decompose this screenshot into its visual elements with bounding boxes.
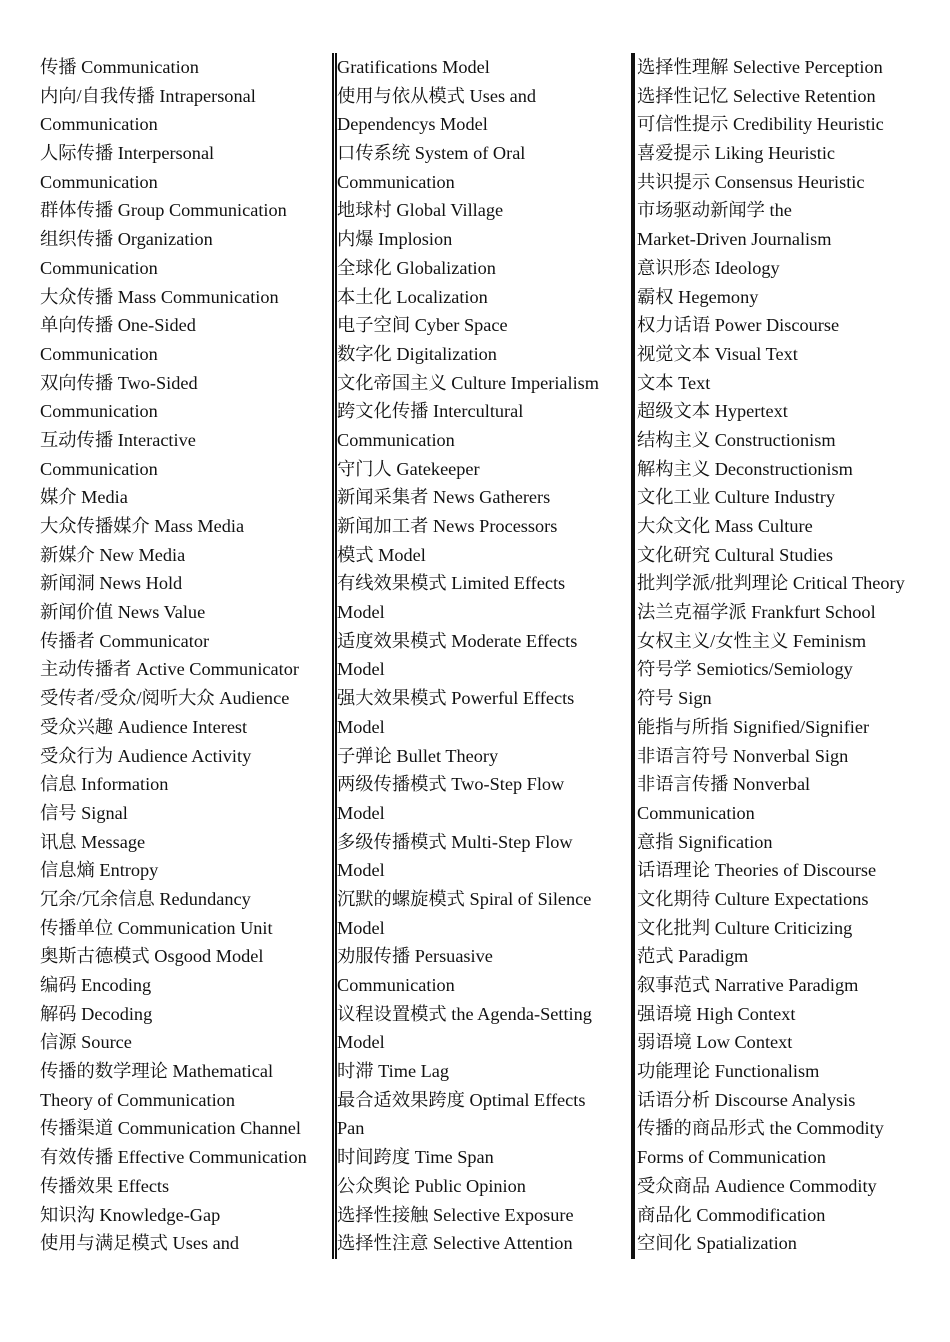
glossary-line: 话语理论 Theories of Discourse xyxy=(637,860,877,881)
glossary-line: 传播效果 Effects xyxy=(40,1175,170,1196)
glossary-line: 文本 Text xyxy=(637,372,711,393)
glossary-line: 权力话语 Power Discourse xyxy=(637,315,840,336)
glossary-line: Communication xyxy=(337,171,455,192)
glossary-line: 商品化 Commodification xyxy=(637,1204,826,1225)
glossary-line: 结构主义 Constructionism xyxy=(637,429,836,450)
glossary-line: 解码 Decoding xyxy=(40,1003,153,1024)
glossary-line: 解构主义 Deconstructionism xyxy=(637,458,853,479)
glossary-line: Pan xyxy=(337,1118,365,1139)
glossary-line: Model xyxy=(337,917,385,938)
glossary-line: 编码 Encoding xyxy=(40,975,152,995)
glossary-line: Communication xyxy=(40,343,158,364)
glossary-line: 多级传播模式 Multi-Step Flow xyxy=(337,831,573,852)
glossary-line: Communication xyxy=(40,401,158,422)
glossary-line: Model xyxy=(337,602,385,623)
glossary-line: 传播者 Communicator xyxy=(40,630,210,651)
glossary-line: 奥斯古德模式 Osgood Model xyxy=(40,946,264,967)
glossary-column-3 xyxy=(637,53,937,1258)
glossary-line: 双向传播 Two-Sided xyxy=(40,372,198,393)
glossary-line: 新媒介 New Media xyxy=(40,544,186,565)
glossary-line: 有线效果模式 Limited Effects xyxy=(337,573,566,594)
glossary-line: 新闻价值 News Value xyxy=(40,602,206,623)
glossary-line: 传播渠道 Communication Channel xyxy=(40,1118,301,1139)
glossary-line: 符号学 Semiotics/Semiology xyxy=(637,659,853,680)
glossary-line: 守门人 Gatekeeper xyxy=(337,458,480,479)
glossary-line: 信源 Source xyxy=(40,1032,132,1053)
glossary-line: 选择性记忆 Selective Retention xyxy=(637,85,876,106)
glossary-page xyxy=(40,53,930,1263)
glossary-line: 传播 Communication xyxy=(40,57,199,77)
glossary-line: 批判学派/批判理论 Critical Theory xyxy=(637,573,905,594)
glossary-line: Communication xyxy=(40,114,158,135)
glossary-line: 使用与依从模式 Uses and xyxy=(337,85,537,106)
glossary-line: 超级文本 Hypertext xyxy=(637,401,788,422)
glossary-line: 市场驱动新闻学 the xyxy=(637,200,792,221)
glossary-line: 大众文化 Mass Culture xyxy=(637,516,813,536)
glossary-line: 弱语境 Low Context xyxy=(637,1032,793,1053)
glossary-line: 两级传播模式 Two-Step Flow xyxy=(337,774,565,795)
glossary-line: 电子空间 Cyber Space xyxy=(337,315,508,336)
glossary-line: 数字化 Digitalization xyxy=(337,343,497,364)
glossary-line: 非语言符号 Nonverbal Sign xyxy=(637,745,849,766)
glossary-line: 信息熵 Entropy xyxy=(40,860,159,881)
glossary-line: 新闻加工者 News Processors xyxy=(337,516,558,536)
glossary-line: 人际传播 Interpersonal xyxy=(40,143,215,164)
glossary-line: 跨文化传播 Intercultural xyxy=(337,401,524,422)
glossary-line: 模式 Model xyxy=(337,544,426,565)
glossary-line: 可信性提示 Credibility Heuristic xyxy=(637,114,884,135)
glossary-line: 互动传播 Interactive xyxy=(40,429,196,450)
glossary-line: Theory of Communication xyxy=(40,1089,235,1110)
glossary-line: Market-Driven Journalism xyxy=(637,229,832,250)
glossary-line: 空间化 Spatialization xyxy=(637,1233,797,1254)
glossary-line: 符号 Sign xyxy=(637,688,712,709)
glossary-column-1 xyxy=(40,53,332,1258)
glossary-line: 劝服传播 Persuasive xyxy=(337,946,493,967)
glossary-line: Communication xyxy=(637,802,755,823)
glossary-line: Model xyxy=(337,802,385,823)
glossary-line: 适度效果模式 Moderate Effects xyxy=(337,630,578,651)
glossary-line: Gratifications Model xyxy=(337,57,490,77)
glossary-line: 共识提示 Consensus Heuristic xyxy=(637,171,865,192)
glossary-line: 子弹论 Bullet Theory xyxy=(337,745,499,766)
glossary-line: 话语分析 Discourse Analysis xyxy=(637,1089,856,1110)
column-divider-thick xyxy=(631,53,635,1259)
glossary-line: 文化批判 Culture Criticizing xyxy=(637,917,853,938)
glossary-line: 选择性接触 Selective Exposure xyxy=(337,1204,574,1225)
glossary-line: 选择性理解 Selective Perception xyxy=(637,57,883,77)
glossary-line: 全球化 Globalization xyxy=(337,257,496,278)
glossary-line: 受众行为 Audience Activity xyxy=(40,745,252,766)
glossary-line: Communication xyxy=(337,429,455,450)
glossary-line: 能指与所指 Signified/Signifier xyxy=(637,716,870,737)
glossary-line: 文化工业 Culture Industry xyxy=(637,487,836,508)
glossary-line: Communication xyxy=(40,257,158,278)
glossary-line: 传播的数学理论 Mathematical xyxy=(40,1061,274,1082)
glossary-line: 文化帝国主义 Culture Imperialism xyxy=(337,372,599,393)
glossary-line: 范式 Paradigm xyxy=(637,946,749,967)
glossary-line: 议程设置模式 the Agenda-Setting xyxy=(337,1003,592,1024)
glossary-line: 文化期待 Culture Expectations xyxy=(637,888,869,909)
glossary-line: 文化研究 Cultural Studies xyxy=(637,544,834,565)
glossary-line: 喜爱提示 Liking Heuristic xyxy=(637,143,836,164)
glossary-line: Model xyxy=(337,659,385,680)
glossary-line: 意识形态 Ideology xyxy=(637,257,780,278)
glossary-line: 沉默的螺旋模式 Spiral of Silence xyxy=(337,888,592,909)
glossary-line: Forms of Communication xyxy=(637,1147,826,1168)
glossary-line: 群体传播 Group Communication xyxy=(40,200,287,221)
glossary-line: 信号 Signal xyxy=(40,802,128,823)
glossary-line: 组织传播 Organization xyxy=(40,229,213,250)
glossary-line: Communication xyxy=(337,975,455,995)
glossary-line: 受众兴趣 Audience Interest xyxy=(40,716,248,737)
glossary-line: 视觉文本 Visual Text xyxy=(637,343,798,364)
glossary-line: Model xyxy=(337,1032,385,1053)
glossary-column-2 xyxy=(337,53,637,1258)
glossary-line: 内向/自我传播 Intrapersonal xyxy=(40,85,256,106)
glossary-line: Model xyxy=(337,716,385,737)
glossary-line: 时滞 Time Lag xyxy=(337,1061,450,1082)
glossary-line: 功能理论 Functionalism xyxy=(637,1061,820,1082)
glossary-line: 口传系统 System of Oral xyxy=(337,143,526,164)
glossary-line: 信息 Information xyxy=(40,774,169,795)
glossary-line: Communication xyxy=(40,458,158,479)
glossary-line: 受众商品 Audience Commodity xyxy=(637,1175,877,1196)
glossary-line: 非语言传播 Nonverbal xyxy=(637,774,811,795)
glossary-line: Model xyxy=(337,860,385,881)
glossary-line: 意指 Signification xyxy=(637,831,773,852)
glossary-line: 单向传播 One-Sided xyxy=(40,315,196,336)
glossary-line: 公众舆论 Public Opinion xyxy=(337,1175,526,1196)
glossary-line: 新闻洞 News Hold xyxy=(40,573,183,594)
glossary-line: 媒介 Media xyxy=(40,487,128,508)
glossary-line: 大众传播 Mass Communication xyxy=(40,286,279,307)
glossary-line: 强大效果模式 Powerful Effects xyxy=(337,688,575,709)
glossary-line: 时间跨度 Time Span xyxy=(337,1147,494,1168)
glossary-line: 大众传播媒介 Mass Media xyxy=(40,516,245,536)
glossary-line: Dependencys Model xyxy=(337,114,488,135)
glossary-line: 新闻采集者 News Gatherers xyxy=(337,487,551,508)
glossary-line: 传播单位 Communication Unit xyxy=(40,917,273,938)
glossary-line: 选择性注意 Selective Attention xyxy=(337,1233,573,1254)
glossary-line: 冗余/冗余信息 Redundancy xyxy=(40,888,251,909)
glossary-line: 女权主义/女性主义 Feminism xyxy=(637,630,867,651)
glossary-line: 主动传播者 Active Communicator xyxy=(40,659,299,680)
glossary-line: 有效传播 Effective Communication xyxy=(40,1147,307,1168)
glossary-line: 使用与满足模式 Uses and xyxy=(40,1233,240,1254)
glossary-line: Communication xyxy=(40,171,158,192)
glossary-line: 强语境 High Context xyxy=(637,1003,796,1024)
glossary-line: 知识沟 Knowledge-Gap xyxy=(40,1204,221,1225)
glossary-line: 霸权 Hegemony xyxy=(637,286,759,307)
glossary-line: 传播的商品形式 the Commodity xyxy=(637,1118,884,1139)
glossary-line: 地球村 Global Village xyxy=(337,200,504,221)
glossary-line: 讯息 Message xyxy=(40,831,146,852)
glossary-line: 最合适效果跨度 Optimal Effects xyxy=(337,1089,586,1110)
glossary-line: 本土化 Localization xyxy=(337,286,488,307)
glossary-line: 受传者/受众/阅听大众 Audience xyxy=(40,688,290,709)
glossary-line: 叙事范式 Narrative Paradigm xyxy=(637,975,859,995)
glossary-line: 法兰克福学派 Frankfurt School xyxy=(637,602,876,623)
glossary-line: 内爆 Implosion xyxy=(337,229,453,250)
